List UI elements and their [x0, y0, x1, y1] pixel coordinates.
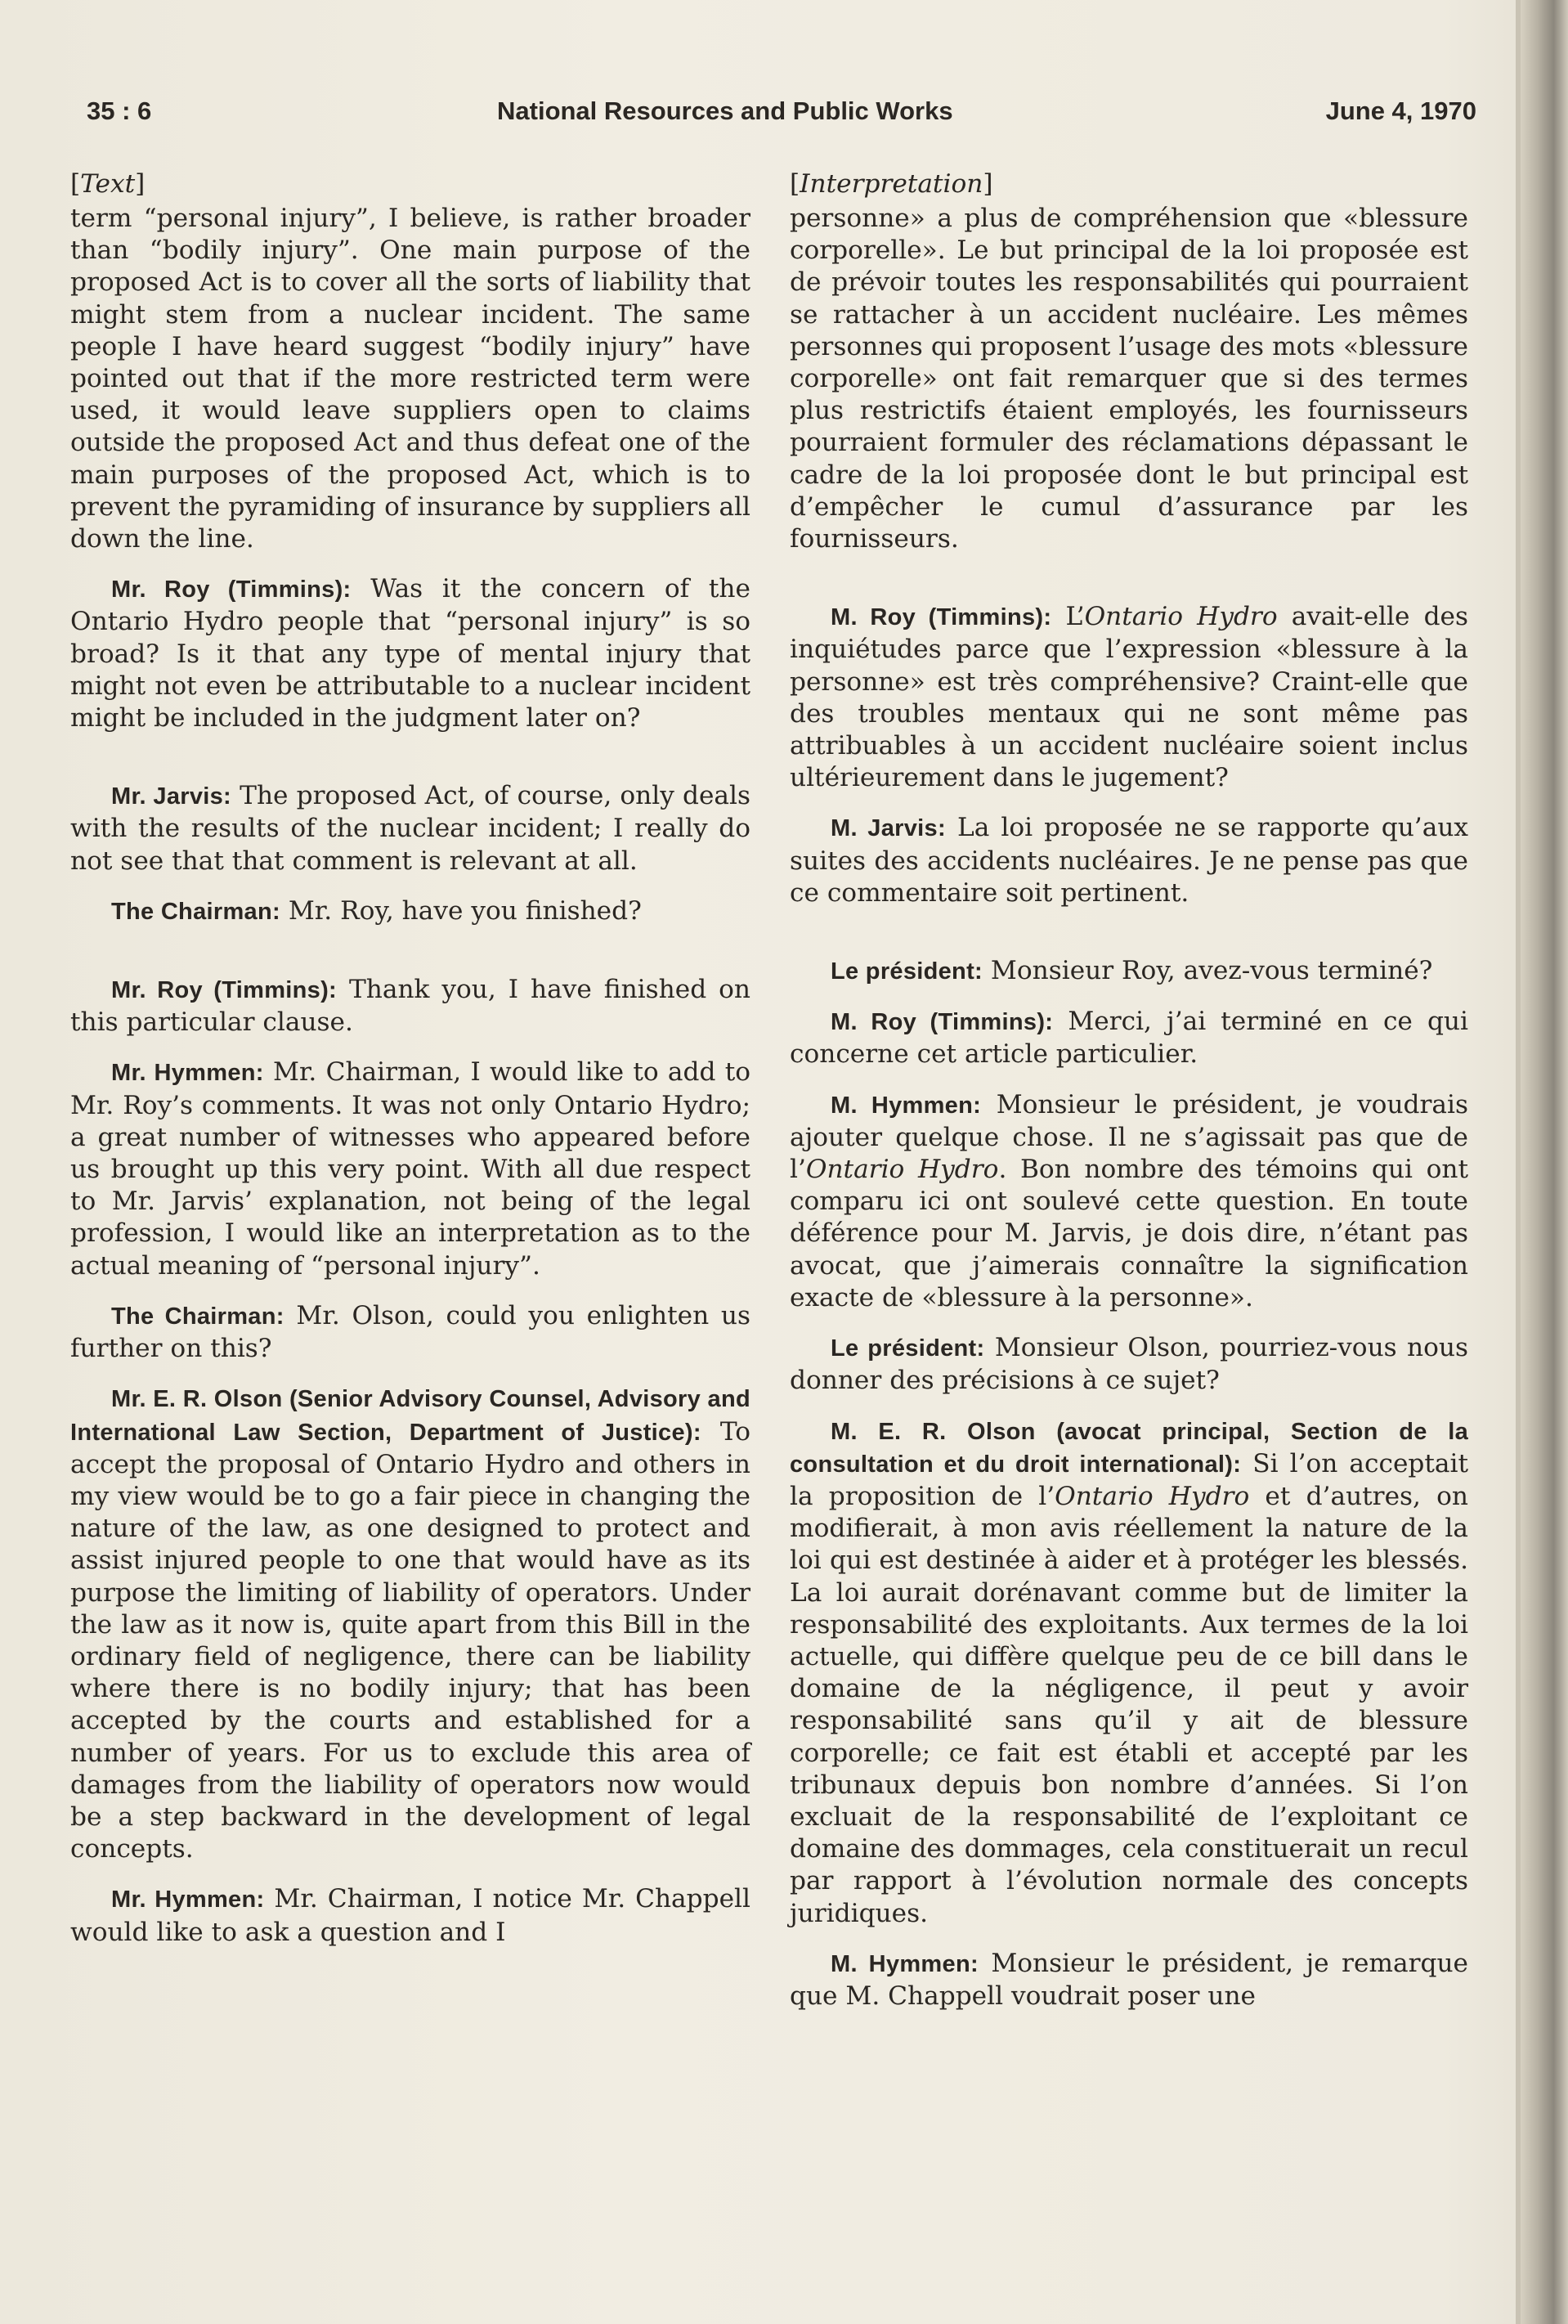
paragraph — [70, 895, 750, 928]
paragraph-text: et d’autres, on modifierait, à mon avis réellement la nature de la loi qui est destinée à aider et à protéger les blessés. La loi aurait dorénavant comme but de limiter la responsabilité des exploitants. Aux termes de la loi actuelle, qui diffère quelque peu de ce bill dans le domaine de la négligence, il peut y avoir responsabilité sans qu’il y ait de blessure corporelle; ce fait est établi et accepté par les tribunaux depuis bon nombre d’années. Si l’on excluait de la responsabilité de l’exploitant ce domaine des dommages, cela constituerait un recul par rapport à l’évolution normale des concepts juridiques. — [790, 1481, 1469, 1928]
paragraph-text: Was it the concern of the Ontario Hydro people that “personal injury” is so broad? Is it that any type of mental injury that might not even be attributable to a nuclear incident might be included in the judgment later on? — [70, 574, 750, 734]
running-header — [87, 96, 1476, 137]
column-label: [Text] — [70, 169, 146, 199]
paragraph — [70, 203, 750, 555]
paragraph — [790, 1948, 1468, 2012]
publication-title: National Resources and Public Works — [497, 96, 953, 125]
paragraph — [790, 955, 1468, 988]
paragraph-text: Si l’on acceptait la proposition de l’ — [790, 1448, 1468, 1511]
italic-organization: Ontario Hydro — [1055, 1481, 1250, 1511]
paragraph-text: personne» a plus de compréhension que «blessure corporelle». Le but principal de la loi proposée est de prévoir toutes les responsabilités qui pourraient se rattacher à un accident nucléaire. Les mêmes personnes qui proposent l’usage des mots «blessure corporelle» ont fait remarquer que si des termes plus restrictifs étaient employés, les fournisseurs pourraient formuler des réclamations dépassant le cadre de la loi proposée dont le but principal est d’empêcher le cumul d’assurance par les fournisseurs. — [790, 204, 1468, 554]
italic-organization: Ontario Hydro — [1084, 602, 1278, 632]
paragraph-text: Monsieur le président, je remarque que M. Chappell voudrait poser une — [790, 1948, 1468, 2011]
speaker-name: M. E. R. Olson (avocat principal, Section de la consultation et du droit international): — [790, 1418, 1468, 1478]
speaker-name: Mr. Roy (Timmins): — [111, 577, 352, 603]
paragraph-text: L’ — [1065, 602, 1085, 632]
column-label: [Interpretation] — [790, 169, 993, 199]
speaker-name: Mr. Roy (Timmins): — [111, 977, 337, 1004]
speaker-name: Mr. E. R. Olson (Senior Advisory Counsel, Advisory and International Law Section, Department of Justice): — [70, 1386, 750, 1446]
paragraph-text: The proposed Act, of course, only deals with the results of the nuclear incident; I really do not see that that comment is relevant at all. — [70, 781, 750, 876]
paragraph-text: Monsieur le président, je voudrais ajouter quelque chose. Il ne s’agissait pas que de l’ — [790, 1089, 1468, 1185]
paragraph — [790, 1006, 1468, 1070]
paragraph-text: La loi proposée ne se rapporte qu’aux suites des accidents nucléaires. Je ne pense pas que ce commentaire soit pertinent. — [790, 813, 1468, 908]
speaker-name: Mr. Jarvis: — [111, 783, 231, 810]
speaker-name: M. Jarvis: — [831, 815, 946, 842]
paragraph — [790, 1089, 1468, 1314]
speaker-name: M. Hymmen: — [831, 1092, 982, 1119]
paragraph-text: Mr. Chairman, I notice Mr. Chappell would like to ask a question and I — [70, 1884, 750, 1947]
paragraph — [70, 1300, 750, 1365]
speaker-name: The Chairman: — [111, 1303, 284, 1330]
paragraph-text: term “personal injury”, I believe, is rather broader than “bodily injury”. One main purpose of the proposed Act is to cover all the sorts of liability that might stem from a nuclear incident. The same people I have heard suggest “bodily injury” have pointed out that if the more restricted term were used, it would leave suppliers open to claims outside the proposed Act and thus defeat one of the main purposes of the proposed Act, which is to prevent the pyramiding of insurance by suppliers all down the line. — [70, 204, 750, 554]
speaker-name: Le président: — [831, 1335, 985, 1362]
speaker-name: M. Roy (Timmins): — [831, 1009, 1054, 1036]
french-column — [790, 168, 1468, 2012]
paragraph-text: Mr. Chairman, I would like to add to Mr. Roy’s comments. It was not only Ontario Hydro; a great number of witnesses who appeared before us brought up this very point. With all due respect to Mr. Jarvis’ explanation, not being of the legal profession, I would like an interpretation as to the actual meaning of “personal injury”. — [70, 1057, 750, 1281]
paragraph-text: Thank you, I have finished on this particular clause. — [70, 975, 750, 1038]
paragraph-text: Mr. Olson, could you enlighten us further on this? — [70, 1300, 750, 1364]
paragraph-text: Monsieur Roy, avez-vous terminé? — [990, 956, 1433, 986]
page-number: 35 : 6 — [87, 96, 152, 125]
speaker-name: M. Hymmen: — [831, 1950, 979, 1977]
paragraph — [70, 1883, 750, 1948]
paragraph — [70, 780, 750, 877]
paragraph — [70, 573, 750, 734]
binding-spine — [1521, 0, 1568, 2324]
paragraph-text: . Bon nombre des témoins qui ont comparu ici ont soulevé cette question. En toute déférence pour M. Jarvis, je dois dire, n’étant pas avocat, que j’aimerais connaître la signification exacte de «blessure à la personne». — [790, 1155, 1468, 1312]
paragraph-text: Monsieur Olson, pourriez-vous nous donner des précisions à ce sujet? — [790, 1333, 1468, 1396]
english-column — [70, 168, 750, 1949]
speaker-name: Le président: — [831, 958, 983, 985]
paragraph — [70, 1057, 750, 1281]
paragraph — [790, 1332, 1468, 1397]
paragraph — [790, 601, 1468, 794]
speaker-name: M. Roy (Timmins): — [831, 604, 1052, 631]
paragraph-text: Mr. Roy, have you finished? — [288, 895, 642, 926]
paragraph — [790, 812, 1468, 909]
paragraph — [70, 1383, 750, 1865]
paragraph — [790, 1415, 1468, 1930]
paragraph-text: avait-elle des inquiétudes parce que l’expression «blessure à la personne» est très compréhensive? Craint-elle que des troubles mentaux qui ne sont même pas attribuables à un accident nucléaire soient inclus ultérieurement dans le jugement? — [790, 602, 1468, 793]
paragraph — [790, 203, 1468, 555]
speaker-name: Mr. Hymmen: — [111, 1887, 265, 1913]
speaker-name: The Chairman: — [111, 898, 280, 925]
speaker-name: Mr. Hymmen: — [111, 1060, 264, 1087]
publication-date: June 4, 1970 — [1325, 96, 1476, 125]
paragraph — [70, 974, 750, 1039]
paragraph-text: To accept the proposal of Ontario Hydro and others in my view would be to go a fair piece in changing the nature of the law, as one designed to protect and assist injured people to one that would have as its purpose the limiting of liability of operators. Under the law as it now is, quite apart from this Bill in the ordinary field of negligence, there can be liability where there is no bodily injury; that has been accepted by the courts and established for a number of years. For us to exclude this area of damages from the liability of operators now would be a step backward in the development of legal concepts. — [70, 1416, 750, 1864]
paragraph-text: Merci, j’ai terminé en ce qui concerne cet article particulier. — [790, 1007, 1468, 1070]
italic-organization: Ontario Hydro — [805, 1155, 999, 1185]
